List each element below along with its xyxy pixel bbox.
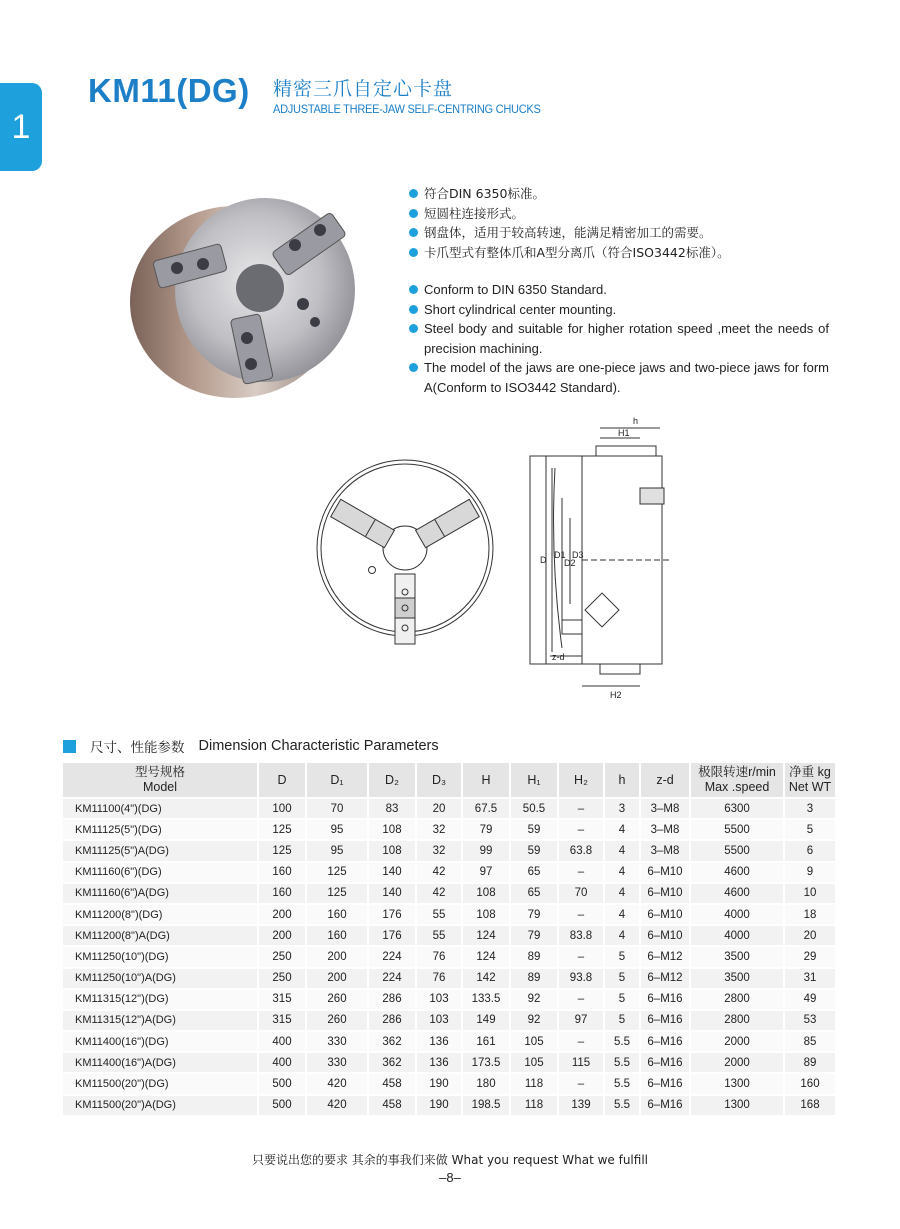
- value-cell: 200: [307, 945, 369, 966]
- value-cell: 118: [511, 1072, 559, 1093]
- column-header-line1: H₁: [527, 772, 541, 787]
- features-english: [409, 280, 829, 397]
- column-header-line1: z-d: [656, 772, 674, 787]
- table-row: [63, 1030, 837, 1051]
- title-chinese: 精密三爪自定心卡盘: [273, 78, 454, 100]
- model-cell: KM11315(12")A(DG): [63, 1009, 259, 1030]
- value-cell: –: [559, 818, 605, 839]
- feature-item: 卡爪型式有整体爪和A型分离爪（符合ISO3442标准）。: [409, 243, 730, 263]
- table-row: [63, 882, 837, 903]
- value-cell: 79: [511, 903, 559, 924]
- value-cell: 20: [785, 924, 837, 945]
- value-cell: 3: [605, 797, 641, 818]
- label-d2: D2: [564, 558, 576, 568]
- table-row: [63, 1094, 837, 1115]
- value-cell: 124: [463, 945, 511, 966]
- value-cell: 286: [369, 1009, 417, 1030]
- table-row: [63, 945, 837, 966]
- value-cell: 315: [259, 988, 307, 1009]
- value-cell: 142: [463, 967, 511, 988]
- value-cell: 89: [511, 967, 559, 988]
- value-cell: 93.8: [559, 967, 605, 988]
- bullet-icon: [409, 363, 418, 372]
- value-cell: 5.5: [605, 1094, 641, 1115]
- value-cell: 5: [605, 967, 641, 988]
- value-cell: 136: [417, 1051, 463, 1072]
- column-header: [259, 763, 307, 797]
- value-cell: 42: [417, 861, 463, 882]
- value-cell: 79: [463, 818, 511, 839]
- value-cell: 200: [259, 903, 307, 924]
- value-cell: 6–M16: [641, 1072, 691, 1093]
- value-cell: 4: [605, 839, 641, 860]
- value-cell: 124: [463, 924, 511, 945]
- value-cell: –: [559, 988, 605, 1009]
- value-cell: 3: [785, 797, 837, 818]
- value-cell: 200: [259, 924, 307, 945]
- column-header-line1: h: [618, 772, 626, 787]
- value-cell: 59: [511, 839, 559, 860]
- value-cell: 105: [511, 1051, 559, 1072]
- value-cell: 65: [511, 861, 559, 882]
- value-cell: –: [559, 797, 605, 818]
- value-cell: 108: [463, 903, 511, 924]
- value-cell: 160: [259, 861, 307, 882]
- value-cell: 9: [785, 861, 837, 882]
- bullet-icon: [409, 305, 418, 314]
- value-cell: 224: [369, 945, 417, 966]
- value-cell: 76: [417, 945, 463, 966]
- column-header-line1: D: [277, 772, 287, 787]
- technical-drawing: [300, 408, 700, 713]
- value-cell: 70: [307, 797, 369, 818]
- value-cell: 6–M16: [641, 988, 691, 1009]
- value-cell: –: [559, 1072, 605, 1093]
- column-header: [307, 763, 369, 797]
- value-cell: 6–M12: [641, 945, 691, 966]
- feature-item: Conform to DIN 6350 Standard.: [409, 280, 829, 300]
- value-cell: 83: [369, 797, 417, 818]
- label-h2: H2: [610, 690, 622, 700]
- chuck-photo: [125, 190, 385, 405]
- value-cell: 4600: [691, 861, 785, 882]
- value-cell: 190: [417, 1072, 463, 1093]
- value-cell: 5.5: [605, 1030, 641, 1051]
- value-cell: 5500: [691, 839, 785, 860]
- bullet-icon: [409, 324, 418, 333]
- value-cell: 1300: [691, 1072, 785, 1093]
- value-cell: 125: [259, 839, 307, 860]
- value-cell: 32: [417, 839, 463, 860]
- column-header-line1: D₂: [385, 772, 399, 787]
- value-cell: 67.5: [463, 797, 511, 818]
- value-cell: 168: [785, 1094, 837, 1115]
- value-cell: 4000: [691, 903, 785, 924]
- table-row: [63, 1009, 837, 1030]
- value-cell: 6–M16: [641, 1030, 691, 1051]
- value-cell: 190: [417, 1094, 463, 1115]
- value-cell: 89: [785, 1051, 837, 1072]
- value-cell: 5: [605, 1009, 641, 1030]
- value-cell: 4: [605, 903, 641, 924]
- value-cell: 250: [259, 945, 307, 966]
- value-cell: 176: [369, 903, 417, 924]
- column-header-line1: D₁: [330, 772, 344, 787]
- feature-item: 钢盘体，适用于较高转速，能满足精密加工的需要。: [409, 223, 730, 243]
- value-cell: 330: [307, 1030, 369, 1051]
- label-d1: D1: [554, 550, 566, 560]
- value-cell: 5: [605, 945, 641, 966]
- value-cell: 2000: [691, 1030, 785, 1051]
- value-cell: 6–M10: [641, 924, 691, 945]
- value-cell: 160: [307, 903, 369, 924]
- value-cell: 500: [259, 1094, 307, 1115]
- column-header: [605, 763, 641, 797]
- value-cell: 330: [307, 1051, 369, 1072]
- value-cell: 20: [417, 797, 463, 818]
- table-row: [63, 988, 837, 1009]
- bullet-icon: [409, 189, 418, 198]
- value-cell: 420: [307, 1094, 369, 1115]
- value-cell: 115: [559, 1051, 605, 1072]
- value-cell: 161: [463, 1030, 511, 1051]
- value-cell: –: [559, 861, 605, 882]
- value-cell: 400: [259, 1051, 307, 1072]
- value-cell: 260: [307, 1009, 369, 1030]
- column-header: [559, 763, 605, 797]
- value-cell: 92: [511, 1009, 559, 1030]
- value-cell: 55: [417, 924, 463, 945]
- value-cell: 160: [259, 882, 307, 903]
- value-cell: 260: [307, 988, 369, 1009]
- value-cell: –: [559, 903, 605, 924]
- value-cell: 6–M10: [641, 903, 691, 924]
- table-header-row: [63, 763, 837, 797]
- chapter-tab: [0, 83, 42, 171]
- value-cell: 173.5: [463, 1051, 511, 1072]
- model-cell: KM11400(16")(DG): [63, 1030, 259, 1051]
- value-cell: 180: [463, 1072, 511, 1093]
- page-number: –8–: [439, 1170, 461, 1185]
- value-cell: 2800: [691, 988, 785, 1009]
- value-cell: 315: [259, 1009, 307, 1030]
- value-cell: 362: [369, 1051, 417, 1072]
- value-cell: 18: [785, 903, 837, 924]
- value-cell: 49: [785, 988, 837, 1009]
- value-cell: 6–M10: [641, 861, 691, 882]
- value-cell: 95: [307, 839, 369, 860]
- column-header-line1: D₃: [431, 772, 447, 787]
- value-cell: 140: [369, 861, 417, 882]
- value-cell: 160: [307, 924, 369, 945]
- value-cell: 139: [559, 1094, 605, 1115]
- table-row: [63, 967, 837, 988]
- table-row: [63, 861, 837, 882]
- feature-item: Steel body and suitable for higher rotation speed ,meet the needs of precision machining.: [409, 319, 829, 358]
- value-cell: 140: [369, 882, 417, 903]
- value-cell: 4000: [691, 924, 785, 945]
- model-cell: KM11160(6")A(DG): [63, 882, 259, 903]
- value-cell: 105: [511, 1030, 559, 1051]
- value-cell: 6–M12: [641, 967, 691, 988]
- label-zd: z-d: [552, 652, 565, 662]
- value-cell: 3–M8: [641, 839, 691, 860]
- value-cell: 133.5: [463, 988, 511, 1009]
- value-cell: 10: [785, 882, 837, 903]
- value-cell: 3–M8: [641, 797, 691, 818]
- bullet-icon: [409, 248, 418, 257]
- table-row: [63, 903, 837, 924]
- value-cell: 2800: [691, 1009, 785, 1030]
- value-cell: 200: [307, 967, 369, 988]
- table-row: [63, 839, 837, 860]
- value-cell: 59: [511, 818, 559, 839]
- model-cell: KM11250(10")(DG): [63, 945, 259, 966]
- column-header-line1: 净重 kg: [789, 765, 831, 779]
- label-d: D: [540, 555, 547, 565]
- value-cell: 85: [785, 1030, 837, 1051]
- value-cell: 149: [463, 1009, 511, 1030]
- value-cell: 458: [369, 1072, 417, 1093]
- table-row: [63, 1051, 837, 1072]
- column-header-line1: H₂: [574, 772, 588, 787]
- value-cell: 108: [463, 882, 511, 903]
- value-cell: 6–M10: [641, 882, 691, 903]
- section-header: [63, 736, 439, 756]
- value-cell: 5500: [691, 818, 785, 839]
- model-cell: KM11315(12")(DG): [63, 988, 259, 1009]
- value-cell: 250: [259, 967, 307, 988]
- model-cell: KM11160(6")(DG): [63, 861, 259, 882]
- column-header: [691, 763, 785, 797]
- column-header: [463, 763, 511, 797]
- value-cell: 125: [259, 818, 307, 839]
- column-header-line1: H: [481, 772, 491, 787]
- column-header: [417, 763, 463, 797]
- column-header-line1: 极限转速r/min: [698, 765, 776, 779]
- label-d3: D3: [572, 550, 584, 560]
- value-cell: 6–M16: [641, 1009, 691, 1030]
- value-cell: 5.5: [605, 1051, 641, 1072]
- value-cell: 6300: [691, 797, 785, 818]
- value-cell: 97: [463, 861, 511, 882]
- value-cell: 103: [417, 1009, 463, 1030]
- value-cell: 5: [785, 818, 837, 839]
- model-cell: KM11125(5")(DG): [63, 818, 259, 839]
- model-cell: KM11125(5")A(DG): [63, 839, 259, 860]
- value-cell: 70: [559, 882, 605, 903]
- model-title: KM11(DG): [88, 72, 250, 109]
- value-cell: 500: [259, 1072, 307, 1093]
- section-title-english: Dimension Characteristic Parameters: [198, 738, 439, 754]
- model-cell: KM11400(16")A(DG): [63, 1051, 259, 1072]
- value-cell: 103: [417, 988, 463, 1009]
- table-row: [63, 1072, 837, 1093]
- column-header-line2: Net WT: [788, 780, 832, 794]
- value-cell: 50.5: [511, 797, 559, 818]
- value-cell: 76: [417, 967, 463, 988]
- column-header: [369, 763, 417, 797]
- value-cell: 420: [307, 1072, 369, 1093]
- features-chinese: [409, 184, 730, 262]
- value-cell: 6: [785, 839, 837, 860]
- bullet-icon: [409, 209, 418, 218]
- bullet-icon: [409, 228, 418, 237]
- value-cell: 1300: [691, 1094, 785, 1115]
- value-cell: 55: [417, 903, 463, 924]
- bullet-icon: [409, 285, 418, 294]
- value-cell: 5: [605, 988, 641, 1009]
- value-cell: 6–M16: [641, 1051, 691, 1072]
- value-cell: 2000: [691, 1051, 785, 1072]
- column-header: [511, 763, 559, 797]
- value-cell: 89: [511, 945, 559, 966]
- value-cell: 99: [463, 839, 511, 860]
- value-cell: 125: [307, 861, 369, 882]
- feature-item: Short cylindrical center mounting.: [409, 300, 829, 320]
- column-header: [785, 763, 837, 797]
- value-cell: 160: [785, 1072, 837, 1093]
- value-cell: 224: [369, 967, 417, 988]
- value-cell: 29: [785, 945, 837, 966]
- value-cell: 4: [605, 818, 641, 839]
- value-cell: 3500: [691, 945, 785, 966]
- value-cell: 63.8: [559, 839, 605, 860]
- value-cell: 92: [511, 988, 559, 1009]
- title-english: ADJUSTABLE THREE-JAW SELF-CENTRING CHUCKS: [273, 102, 541, 116]
- model-cell: KM11500(20")A(DG): [63, 1094, 259, 1115]
- value-cell: 400: [259, 1030, 307, 1051]
- value-cell: 286: [369, 988, 417, 1009]
- value-cell: 4: [605, 882, 641, 903]
- column-header-line2: Model: [142, 780, 178, 794]
- value-cell: 4600: [691, 882, 785, 903]
- model-cell: KM11200(8")A(DG): [63, 924, 259, 945]
- value-cell: 32: [417, 818, 463, 839]
- column-header-line1: 型号规格: [134, 765, 185, 779]
- value-cell: 198.5: [463, 1094, 511, 1115]
- value-cell: 458: [369, 1094, 417, 1115]
- column-header: [641, 763, 691, 797]
- value-cell: 125: [307, 882, 369, 903]
- value-cell: 42: [417, 882, 463, 903]
- value-cell: 362: [369, 1030, 417, 1051]
- value-cell: 4: [605, 924, 641, 945]
- model-cell: KM11100(4")(DG): [63, 797, 259, 818]
- value-cell: 31: [785, 967, 837, 988]
- value-cell: 97: [559, 1009, 605, 1030]
- value-cell: 65: [511, 882, 559, 903]
- value-cell: 136: [417, 1030, 463, 1051]
- table-row: [63, 818, 837, 839]
- value-cell: 4: [605, 861, 641, 882]
- model-cell: KM11250(10")A(DG): [63, 967, 259, 988]
- column-header: [63, 763, 259, 797]
- feature-item: 短圆柱连接形式。: [409, 204, 730, 224]
- table-row: [63, 797, 837, 818]
- label-h1: H1: [618, 428, 630, 438]
- value-cell: 5.5: [605, 1072, 641, 1093]
- section-title-chinese: 尺寸、性能参数: [90, 740, 185, 756]
- value-cell: 100: [259, 797, 307, 818]
- table-row: [63, 924, 837, 945]
- value-cell: –: [559, 1030, 605, 1051]
- value-cell: 53: [785, 1009, 837, 1030]
- feature-item: 符合DIN 6350标准。: [409, 184, 730, 204]
- model-cell: KM11500(20")(DG): [63, 1072, 259, 1093]
- value-cell: 176: [369, 924, 417, 945]
- value-cell: 95: [307, 818, 369, 839]
- column-header-line2: Max .speed: [704, 780, 770, 794]
- value-cell: 3500: [691, 967, 785, 988]
- value-cell: 83.8: [559, 924, 605, 945]
- square-bullet-icon: [63, 740, 76, 753]
- value-cell: 118: [511, 1094, 559, 1115]
- chapter-number: 1: [11, 107, 31, 146]
- feature-item: The model of the jaws are one-piece jaws and two-piece jaws for form A(Conform to ISO3442 Standard).: [409, 358, 829, 397]
- footer-slogan: 只要说出您的要求 其余的事我们来做 What you request What we fulfill: [251, 1153, 648, 1167]
- value-cell: 6–M16: [641, 1094, 691, 1115]
- value-cell: 3–M8: [641, 818, 691, 839]
- spec-table: [63, 763, 837, 1115]
- value-cell: 108: [369, 839, 417, 860]
- value-cell: 108: [369, 818, 417, 839]
- label-h: h: [633, 416, 639, 426]
- value-cell: –: [559, 945, 605, 966]
- model-cell: KM11200(8")(DG): [63, 903, 259, 924]
- value-cell: 79: [511, 924, 559, 945]
